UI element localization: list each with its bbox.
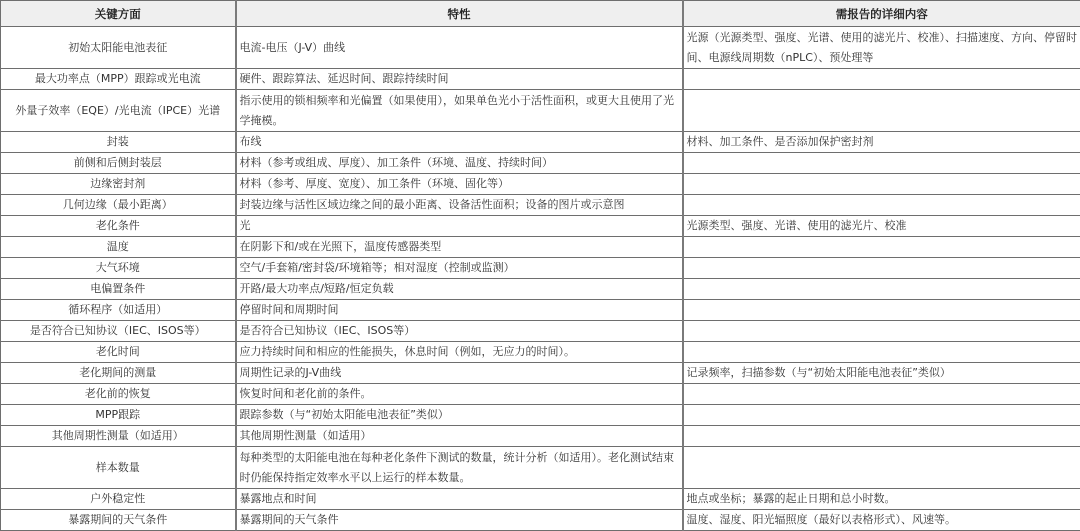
feature-cell: 每种类型的太阳能电池在每种老化条件下测试的数量，统计分析（如适用）。老化测试结束时仍能保持指定效率水平以上运行的样本数量。 [236, 447, 683, 489]
aspect-cell: MPP跟踪 [1, 405, 236, 426]
feature-cell: 材料（参考、厚度、宽度）、加工条件（环境、固化等） [236, 174, 683, 195]
details-cell: 光源类型、强度、光谱、使用的滤光片、校准 [683, 216, 1080, 237]
table-row [1, 216, 1080, 237]
aspect-cell: 其他周期性测量（如适用） [1, 426, 236, 447]
aspect-cell: 老化条件 [1, 216, 236, 237]
table-row [1, 27, 1080, 69]
aspect-cell: 老化前的恢复 [1, 384, 236, 405]
feature-cell: 指示使用的锁相频率和光偏置（如果使用），如果单色光小于活性面积，或更大且使用了光学掩模。 [236, 90, 683, 132]
details-cell: 记录频率，扫描参数（与“初始太阳能电池表征”类似） [683, 363, 1080, 384]
aspect-cell: 外量子效率（EQE）/光电流（IPCE）光谱 [1, 90, 236, 132]
aspect-cell: 老化期间的测量 [1, 363, 236, 384]
details-cell: 温度、湿度、阳光辐照度（最好以表格形式）、风速等。 [683, 510, 1080, 531]
table-row [1, 321, 1080, 342]
table-row [1, 69, 1080, 90]
aspect-cell: 老化时间 [1, 342, 236, 363]
aspect-cell: 温度 [1, 237, 236, 258]
table-row [1, 510, 1080, 531]
table-row [1, 447, 1080, 489]
details-cell [683, 195, 1080, 216]
feature-cell: 硬件、跟踪算法、延迟时间、跟踪持续时间 [236, 69, 683, 90]
table-row [1, 258, 1080, 279]
feature-cell: 封装边缘与活性区域边缘之间的最小距离、设备活性面积；设备的图片或示意图 [236, 195, 683, 216]
table-row [1, 426, 1080, 447]
details-cell [683, 405, 1080, 426]
aspect-cell: 前侧和后侧封装层 [1, 153, 236, 174]
aspect-cell: 大气环境 [1, 258, 236, 279]
feature-cell: 暴露期间的天气条件 [236, 510, 683, 531]
details-cell: 材料、加工条件、是否添加保护密封剂 [683, 132, 1080, 153]
aspect-cell: 几何边缘（最小距离） [1, 195, 236, 216]
details-cell [683, 258, 1080, 279]
feature-cell: 周期性记录的J-V曲线 [236, 363, 683, 384]
feature-cell: 停留时间和周期时间 [236, 300, 683, 321]
details-cell [683, 300, 1080, 321]
feature-cell: 开路/最大功率点/短路/恒定负载 [236, 279, 683, 300]
aspect-cell: 暴露期间的天气条件 [1, 510, 236, 531]
details-cell [683, 321, 1080, 342]
table-row [1, 384, 1080, 405]
aspect-cell: 是否符合已知协议（IEC、ISOS等） [1, 321, 236, 342]
details-cell [683, 90, 1080, 132]
details-cell: 地点或坐标；暴露的起止日期和总小时数。 [683, 489, 1080, 510]
aspect-cell: 最大功率点（MPP）跟踪或光电流 [1, 69, 236, 90]
table-header-row [1, 1, 1080, 27]
header-key-aspect: 关键方面 [1, 1, 236, 27]
table-row [1, 279, 1080, 300]
aspect-cell: 循环程序（如适用） [1, 300, 236, 321]
feature-cell: 在阴影下和/或在光照下，温度传感器类型 [236, 237, 683, 258]
feature-cell: 其他周期性测量（如适用） [236, 426, 683, 447]
table-row [1, 90, 1080, 132]
feature-cell: 材料（参考或组成、厚度）、加工条件（环境、温度、持续时间） [236, 153, 683, 174]
aspect-cell: 样本数量 [1, 447, 236, 489]
details-cell [683, 447, 1080, 489]
table-row [1, 174, 1080, 195]
feature-cell: 电流-电压（J-V）曲线 [236, 27, 683, 69]
aspect-cell: 电偏置条件 [1, 279, 236, 300]
feature-cell: 暴露地点和时间 [236, 489, 683, 510]
table-row [1, 237, 1080, 258]
table-row [1, 405, 1080, 426]
header-details-to-report: 需报告的详细内容 [683, 1, 1080, 27]
feature-cell: 跟踪参数（与“初始太阳能电池表征”类似） [236, 405, 683, 426]
feature-cell: 布线 [236, 132, 683, 153]
table-row [1, 489, 1080, 510]
feature-cell: 是否符合已知协议（IEC、ISOS等） [236, 321, 683, 342]
header-characteristic: 特性 [236, 1, 683, 27]
details-cell [683, 426, 1080, 447]
table-row [1, 300, 1080, 321]
table-row [1, 195, 1080, 216]
feature-cell: 恢复时间和老化前的条件。 [236, 384, 683, 405]
details-cell [683, 69, 1080, 90]
details-cell: 光源（光源类型、强度、光谱、使用的滤光片、校准）、扫描速度、方向、停留时间、电源线周期数（nPLC）、预处理等 [683, 27, 1080, 69]
aspect-cell: 边缘密封剂 [1, 174, 236, 195]
feature-cell: 空气/手套箱/密封袋/环境箱等；相对湿度（控制或监测） [236, 258, 683, 279]
feature-cell: 光 [236, 216, 683, 237]
feature-cell: 应力持续时间和相应的性能损失，休息时间（例如，无应力的时间）。 [236, 342, 683, 363]
aspect-cell: 初始太阳能电池表征 [1, 27, 236, 69]
details-cell [683, 384, 1080, 405]
table-row [1, 342, 1080, 363]
aspect-cell: 封装 [1, 132, 236, 153]
details-cell [683, 174, 1080, 195]
table-row [1, 153, 1080, 174]
details-cell [683, 279, 1080, 300]
details-cell [683, 237, 1080, 258]
table-row [1, 132, 1080, 153]
table-row [1, 363, 1080, 384]
details-cell [683, 342, 1080, 363]
aspect-cell: 户外稳定性 [1, 489, 236, 510]
details-cell [683, 153, 1080, 174]
